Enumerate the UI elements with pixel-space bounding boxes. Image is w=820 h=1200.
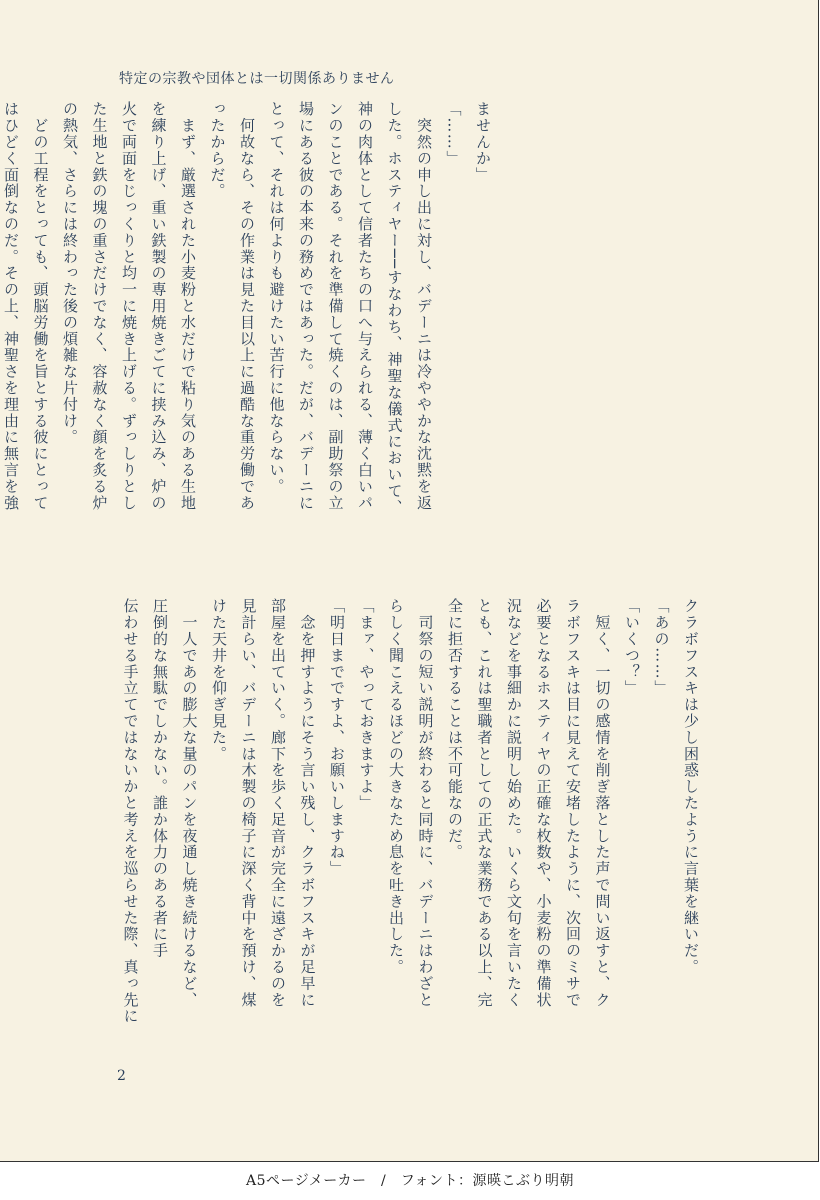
text-line: た生地と鉄の塊の重さだけでなく、容赦なく顔を炙る炉 — [90, 101, 109, 511]
text-line: 況などを事細かに説明し始めた。いくら文句を言いたく — [505, 598, 523, 1008]
text-line: 圧倒的な無駄でしかない。誰か体力のある者に手 — [151, 598, 169, 959]
text-line: どの工程をとっても、頭脳労働を旨とする彼にとって — [31, 101, 50, 511]
text-line: 伝わせる手立てではないかと考えを巡らせた際、真っ先に — [121, 598, 140, 1025]
text-line: 場にある彼の本来の務めではあった。だが、バデーニに — [297, 101, 315, 511]
text-line: ませんか」 — [474, 101, 492, 183]
text-block-top — [0, 101, 497, 571]
page-number: 2 — [117, 1068, 126, 1084]
text-line: ったからだ。 — [208, 101, 227, 200]
footer-credit: A5ページメーカー / フォント：源暎こぶり明朝 — [245, 1173, 575, 1189]
text-line: 神の肉体として信者たちの口へ与えられる、薄く白いパ — [356, 101, 374, 511]
text-line: 全に拒否することは不可能なのだ。 — [446, 598, 464, 861]
text-line: 火で両面をじっくりと均一に焼き上げる。ずっしりとし — [120, 101, 138, 511]
text-line: 見計らい、バデーニは木製の椅子に深く背中を預け、煤 — [239, 598, 258, 1008]
text-line: 部屋を出ていく。廊下を歩く足音が完全に遠ざかるのを — [269, 598, 287, 1008]
text-line: まず、厳選された小麦粉と水だけで粘り気のある生地 — [179, 101, 197, 511]
text-line: した。ホスティヤー──すなわち、神聖な儀式において、 — [385, 101, 404, 516]
text-line: 「……」 — [444, 101, 463, 167]
text-line: けた天井を仰ぎ見た。 — [210, 598, 228, 762]
text-line: らしく聞こえるほどの大きなため息を吐き出した。 — [387, 598, 405, 976]
text-line: 司祭の短い説明が終わると同時に、バデーニはわざと — [416, 598, 435, 1008]
text-line: 突然の申し出に対し、バデーニは冷ややかな沈黙を返 — [415, 101, 433, 511]
text-line: を練り上げ、重い鉄製の専用焼きごてに挟み込み、炉の — [149, 101, 168, 511]
text-line: 短く、一切の感情を削ぎ落とした声で問い返すと、ク — [593, 598, 612, 1008]
text-line: ラボフスキは目に見えて安堵したように、次回のミサで — [564, 598, 582, 1008]
text-line: 「まァ、やっておきますよ」 — [357, 598, 376, 812]
page-header: 特定の宗教や団体とは一切関係ありません — [119, 71, 395, 87]
text-block-bottom — [115, 598, 705, 1068]
text-line: クラボフスキは少し困惑したように言葉を継いだ。 — [682, 598, 700, 976]
text-line: 一人であの膨大な量のパンを夜通し焼き続けるなど、 — [180, 598, 199, 1008]
text-line: の熱気、さらには終わった後の煩雑な片付け。 — [61, 101, 79, 446]
text-line: 必要となるホスティヤの正確な枚数や、小麦粉の準備状 — [534, 598, 553, 1008]
text-line: 「あの……」 — [652, 598, 671, 697]
text-line: とって、それは何よりも避けたい苦行に他ならない。 — [267, 101, 286, 495]
text-line: 「いくつ？」 — [623, 598, 641, 697]
text-line: ンのことである。それを準備して焼くのは、副助祭の立 — [326, 101, 345, 511]
text-line: はひどく面倒なのだ。その上、神聖さを理由に無言を強 — [2, 101, 20, 511]
text-line: とも、これは聖職者としての正式な業務である以上、完 — [475, 598, 494, 1008]
text-line: 何故なら、その作業は見た目以上に過酷な重労働であ — [238, 101, 256, 511]
text-line: 「明日までですよ、お願いしますね」 — [328, 598, 346, 877]
text-line: 念を押すようにそう言い残し、クラボフスキが足早に — [298, 598, 317, 1008]
